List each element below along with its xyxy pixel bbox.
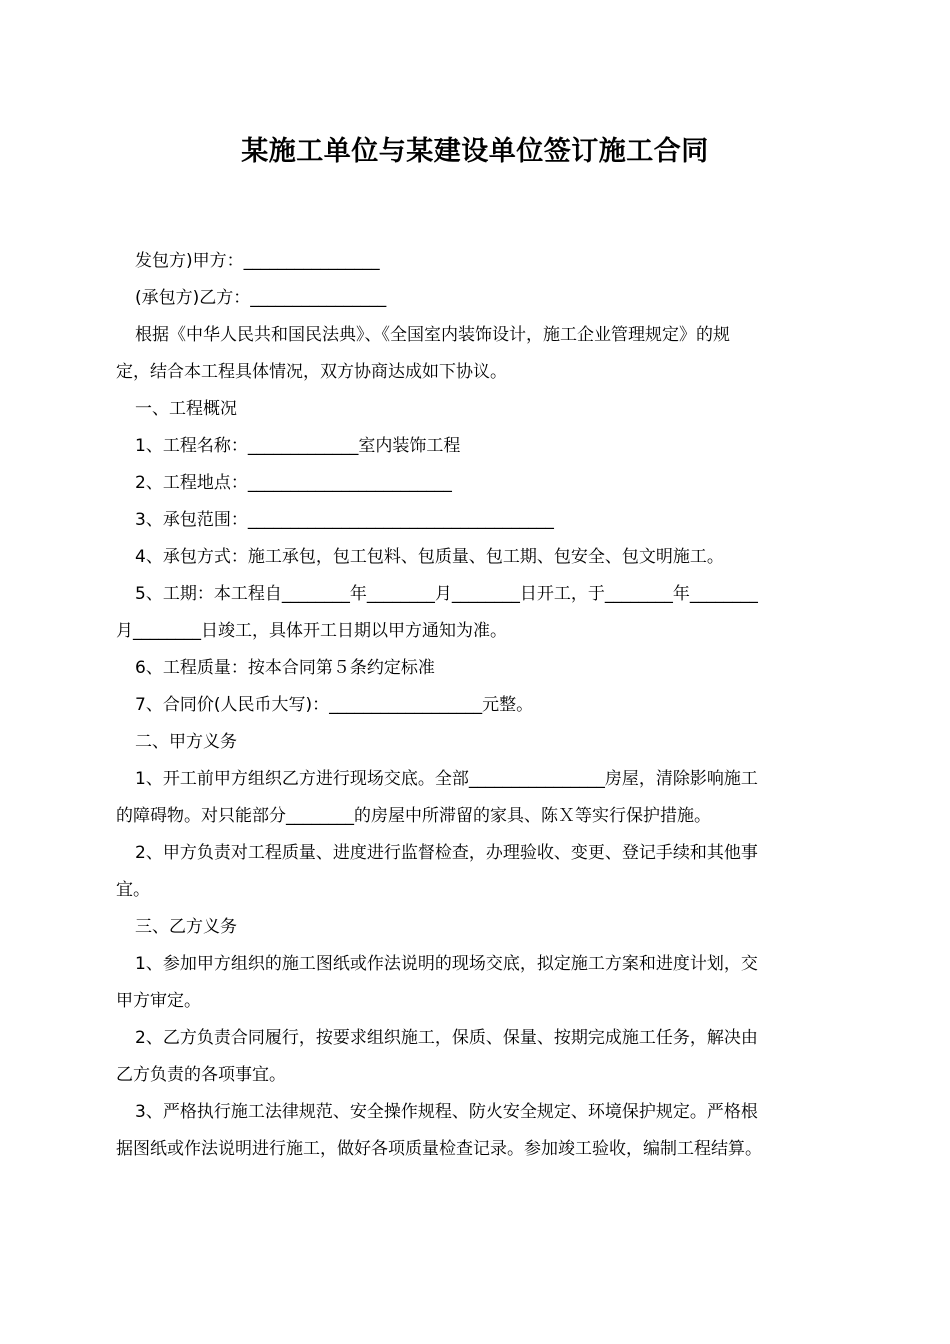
document-line: (承包方)乙方：________________ [135, 288, 387, 308]
document-line: 月________日竣工，具体开工日期以甲方通知为准。 [116, 621, 507, 641]
document-line: 3、严格执行施工法律规范、安全操作规程、防火安全规定、环境保护规定。严格根 [135, 1102, 758, 1122]
document-line: 2、乙方负责合同履行，按要求组织施工，保质、保量、按期完成施工任务，解决由 [135, 1028, 758, 1048]
document-line: 的障碍物。对只能部分________的房屋中所滞留的家具、陈Ｘ等实行保护措施。 [116, 806, 711, 826]
document-line: 一、工程概况 [135, 399, 237, 419]
document-line: 2、甲方负责对工程质量、进度进行监督检查，办理验收、变更、登记手续和其他事 [135, 843, 758, 863]
document-line: 三、乙方义务 [135, 917, 237, 937]
document-line: 1、开工前甲方组织乙方进行现场交底。全部________________房屋，清除影响施工 [135, 769, 758, 789]
document-title: 某施工单位与某建设单位签订施工合同 [241, 136, 709, 167]
document-line: 甲方审定。 [116, 991, 201, 1011]
document-line: 4、承包方式：施工承包，包工包料、包质量、包工期、包安全、包文明施工。 [135, 547, 724, 567]
document-line: 1、工程名称：_____________室内装饰工程 [135, 436, 461, 456]
document-body [116, 243, 836, 1168]
document-line: 6、工程质量：按本合同第５条约定标准 [135, 658, 435, 678]
document-line: 1、参加甲方组织的施工图纸或作法说明的现场交底，拟定施工方案和进度计划，交 [135, 954, 758, 974]
document-line: 宜。 [116, 880, 150, 900]
document-line: 乙方负责的各项事宜。 [116, 1065, 286, 1085]
document-line: 2、工程地点：________________________ [135, 473, 452, 493]
document-line: 7、合同价(人民币大写)：__________________元整。 [135, 695, 534, 715]
document-line: 据图纸或作法说明进行施工，做好各项质量检查记录。参加竣工验收，编制工程结算。 [116, 1139, 762, 1159]
document-line: 5、工期：本工程自________年________月________日开工，于________年________ [135, 584, 758, 604]
document-line: 定，结合本工程具体情况，双方协商达成如下协议。 [116, 362, 507, 382]
document-line: 根据《中华人民共和国民法典》、《全国室内装饰设计，施工企业管理规定》的规 [135, 325, 730, 345]
document-line: 3、承包范围：____________________________________ [135, 510, 554, 530]
document-line: 发包方)甲方：________________ [135, 251, 380, 271]
document-line: 二、甲方义务 [135, 732, 237, 752]
